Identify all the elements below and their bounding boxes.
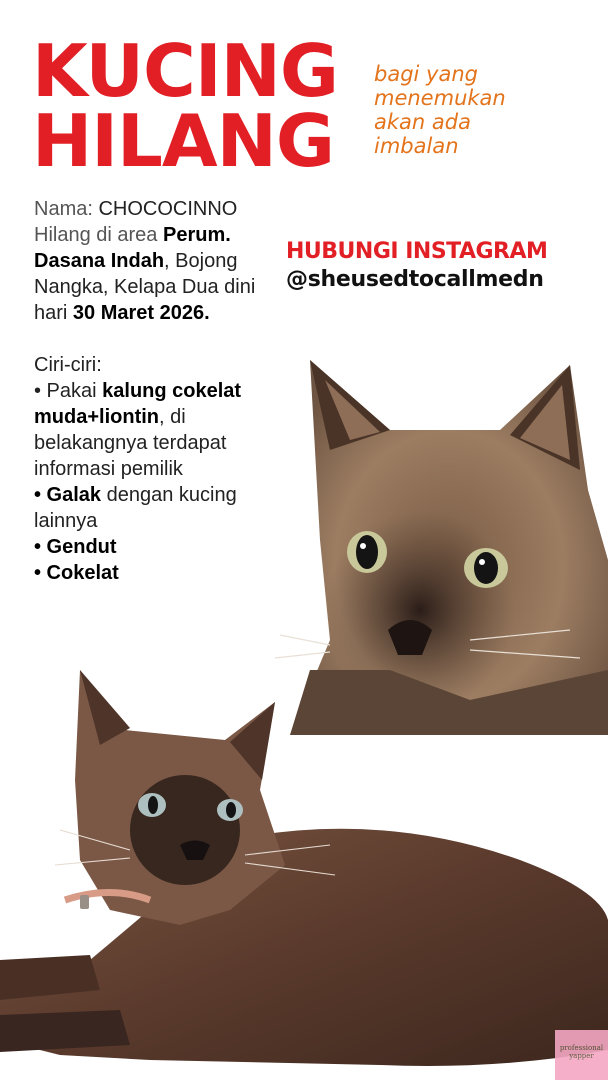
reward-line-2: menemukan bbox=[374, 86, 506, 110]
lost-date: 30 Maret 2026. bbox=[72, 302, 210, 324]
cat-lying-image bbox=[0, 660, 608, 1080]
name-label: Nama: bbox=[34, 198, 93, 220]
trait-collar-prefix: • Pakai bbox=[34, 380, 97, 402]
instagram-handle[interactable]: @sheusedtocallmedn bbox=[286, 267, 544, 292]
cat-info bbox=[34, 196, 284, 586]
area-line bbox=[34, 222, 284, 326]
poster-title bbox=[32, 29, 338, 183]
trait-collar-bold: kalung cokelat muda+liontin bbox=[34, 380, 242, 428]
contact-block bbox=[286, 238, 547, 294]
title-line-2: HILANG bbox=[32, 99, 335, 183]
watermark-line-1: professional bbox=[559, 1044, 604, 1052]
trait-fierce bbox=[34, 482, 284, 534]
traits-label: Ciri-ciri: bbox=[34, 354, 102, 376]
trait-chubby-bold: • Gendut bbox=[34, 536, 117, 558]
spacer bbox=[34, 326, 284, 352]
trait-brown-bold: • Cokelat bbox=[34, 562, 119, 584]
trait-collar bbox=[34, 378, 284, 482]
area-bold: Perum. Dasana Indah bbox=[34, 224, 231, 272]
reward-note bbox=[374, 62, 506, 158]
name-line bbox=[34, 196, 284, 222]
name-value: CHOCOCINNO bbox=[98, 198, 238, 220]
reward-line-1: bagi yang bbox=[374, 62, 478, 86]
reward-line-3: akan ada bbox=[374, 110, 471, 134]
title-line-1: KUCING bbox=[32, 29, 338, 113]
trait-fierce-rest: dengan kucing lainnya bbox=[34, 484, 237, 532]
area-prefix: Hilang di area bbox=[34, 224, 158, 246]
watermark-line-2: yapper bbox=[569, 1052, 594, 1060]
area-rest: , Bojong Nangka, Kelapa Dua dini hari bbox=[34, 250, 256, 324]
watermark bbox=[555, 1030, 608, 1080]
trait-chubby bbox=[34, 534, 284, 560]
trait-collar-rest: , di belakangnya terdapat informasi pemilik bbox=[34, 406, 227, 480]
contact-heading: HUBUNGI INSTAGRAM bbox=[286, 239, 548, 264]
trait-fierce-bold: • Galak bbox=[34, 484, 102, 506]
reward-line-4: imbalan bbox=[374, 134, 459, 158]
trait-brown bbox=[34, 560, 284, 586]
